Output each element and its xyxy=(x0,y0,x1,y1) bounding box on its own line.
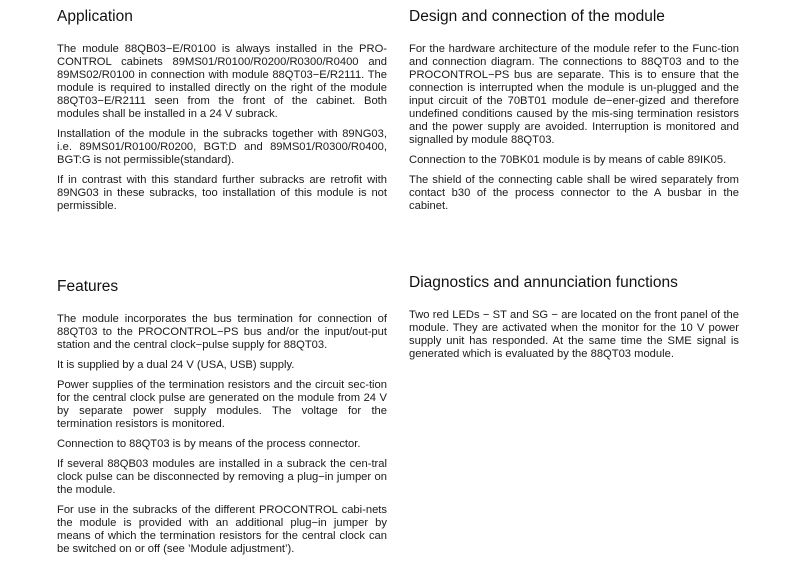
paragraph: If in contrast with this standard further subracks are retrofit with 89NG03 in these subracks, too installation of this module is not permissible. xyxy=(57,174,387,212)
paragraph: Installation of the module in the subracks together with 89NG03, i.e. 89MS01/R0100/R0200, BGT:D and 89MS01/R0300/R0400, BGT:G is not permissible(standard). xyxy=(57,128,387,166)
paragraph: The module incorporates the bus termination for connection of 88QT03 to the PROCONTROL−PS bus and/or the input/out-put station and the central clock−pulse supply for 88QT03. xyxy=(57,313,387,351)
section-features xyxy=(57,278,387,563)
paragraph: Connection to 88QT03 is by means of the process connector. xyxy=(57,438,361,450)
section-application xyxy=(57,8,387,220)
section-diagnostics xyxy=(409,274,739,368)
heading-features: Features xyxy=(57,278,119,295)
paragraph: If several 88QB03 modules are installed in a subrack the cen-tral clock pulse can be disconnected by removing a plug−in jumper on the module. xyxy=(57,458,387,496)
paragraph: Two red LEDs − ST and SG − are located on the front panel of the module. They are activated when the monitor for the 10 V power supply unit has responded. At the same time the SME signal is generated which is evaluated by the 88QT03 module. xyxy=(409,309,739,360)
paragraph: Connection to the 70BK01 module is by means of cable 89IK05. xyxy=(409,154,727,166)
paragraph: The shield of the connecting cable shall be wired separately from contact b30 of the process connector to the A busbar in the cabinet. xyxy=(409,174,739,212)
section-design-connection xyxy=(409,8,739,220)
paragraph: It is supplied by a dual 24 V (USA, USB) supply. xyxy=(57,359,295,371)
heading-design-connection: Design and connection of the module xyxy=(409,8,665,25)
paragraph: Power supplies of the termination resistors and the circuit sec-tion for the central clock pulse are generated on the module from 24 V by separate power supply modules. The voltage for the termination resistors is monitored. xyxy=(57,379,387,430)
heading-application: Application xyxy=(57,8,133,25)
paragraph: For the hardware architecture of the module refer to the Func-tion and connection diagram. The connections to 88QT03 and to the PROCONTROL−PS bus are separate. This is to ensure that the connection is interrupted when the module is un-plugged and the input circuit of the 70BT01 module de−ener-gized and therefore undefined conditions caused by the mis-sing termination resistors and the power supply are avoided. Interruption is monitored and signalled by module 88QT03. xyxy=(409,43,739,146)
heading-diagnostics: Diagnostics and annunciation functions xyxy=(409,274,678,291)
paragraph: For use in the subracks of the different PROCONTROL cabi-nets the module is provided with an additional plug−in jumper by means of which the termination resistors for the central clock can be switched on or off (see ’Module adjustment’). xyxy=(57,504,387,555)
paragraph: The module 88QB03−E/R0100 is always installed in the PRO-CONTROL cabinets 89MS01/R0100/R0200/R0300/R0400 and 89MS02/R0100 in connection with module 88QT03−E/R2111. The module is required to installed directly on the right of the module 88QT03−E/R2111 seen from the front of the cabinet. Both modules shall be installed in a 24 V subrack. xyxy=(57,43,387,120)
